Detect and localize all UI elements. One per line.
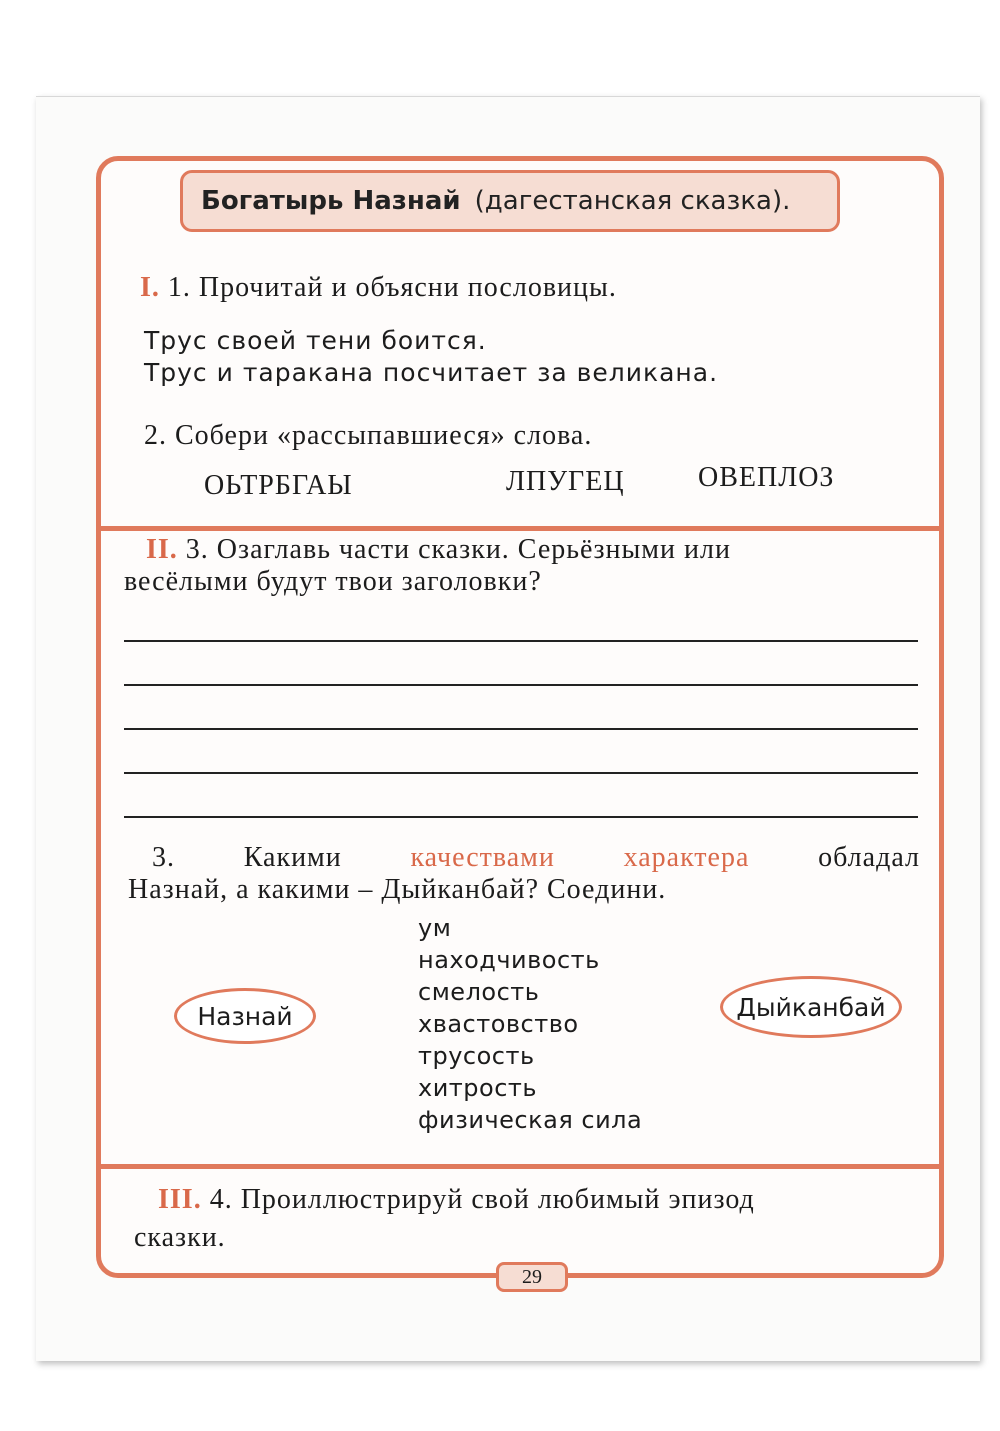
page-number [496,1262,568,1292]
section-divider-2 [100,1164,940,1169]
section-3-roman: III. [158,1184,202,1215]
scrambled-word-1: ОЬТРБГАЫ [204,470,353,501]
section-divider-1 [100,526,940,531]
answer-line-1[interactable] [124,640,918,642]
task-4 [158,1184,755,1216]
task-3-line-2: весёлыми будут твои заголовки? [124,566,542,597]
task-3b-line-2: Назнай, а какими – Дыйканбай? Соедини. [128,874,667,905]
task-3b-line-1 [152,842,920,874]
task-2-text: 2. Собери «рассыпавшиеся» слова. [144,420,593,451]
answer-line-3[interactable] [124,728,918,730]
task-3b-accent-2: характера [623,842,750,873]
page-title [180,170,840,232]
quality-item[interactable]: трусость [418,1042,535,1070]
proverb-2: Трус и таракана посчитает за великана. [144,358,719,387]
task-3b-accent-1: качествами [410,842,555,873]
title-main: Богатырь Назнай [201,186,461,216]
task-3b-word-1: Какими [243,842,342,873]
scrambled-word-3: ОВЕПЛОЗ [698,462,835,493]
hero-dyikanbai-label: Дыйканбай [736,992,886,1022]
quality-item[interactable]: смелость [418,978,540,1006]
hero-oval-dyikanbai[interactable] [720,976,902,1038]
quality-item[interactable]: находчивость [418,946,600,974]
answer-line-5[interactable] [124,816,918,818]
proverb-1: Трус своей тени боится. [144,326,487,355]
page-number-label: 29 [522,1265,542,1288]
section-1-roman: I. [140,272,160,303]
task-3 [146,534,731,566]
quality-item[interactable]: хитрость [418,1074,538,1102]
quality-item[interactable]: физическая сила [418,1106,643,1134]
title-sub: (дагестанская сказка). [474,186,791,216]
answer-line-4[interactable] [124,772,918,774]
scrambled-word-2: ЛПУГЕЦ [506,466,625,497]
section-2-roman: II. [146,534,178,565]
answer-line-2[interactable] [124,684,918,686]
hero-naznai-label: Назнай [197,1001,293,1031]
task-3b-word-2: обладал [818,842,920,873]
quality-item[interactable]: хвастовство [418,1010,579,1038]
task-1-text: 1. Прочитай и объясни пословицы. [167,272,617,303]
task-3b-num: 3. [152,842,175,873]
hero-oval-naznai[interactable] [174,988,316,1044]
task-4-line-2: сказки. [134,1222,226,1253]
task-4-line-1: 4. Проиллюстрируй свой любимый эпизод [209,1184,755,1215]
quality-item[interactable]: ум [418,914,452,942]
task-3-line-1: 3. Озаглавь части сказки. Серьёзными или [185,534,731,565]
task-1 [140,272,617,304]
